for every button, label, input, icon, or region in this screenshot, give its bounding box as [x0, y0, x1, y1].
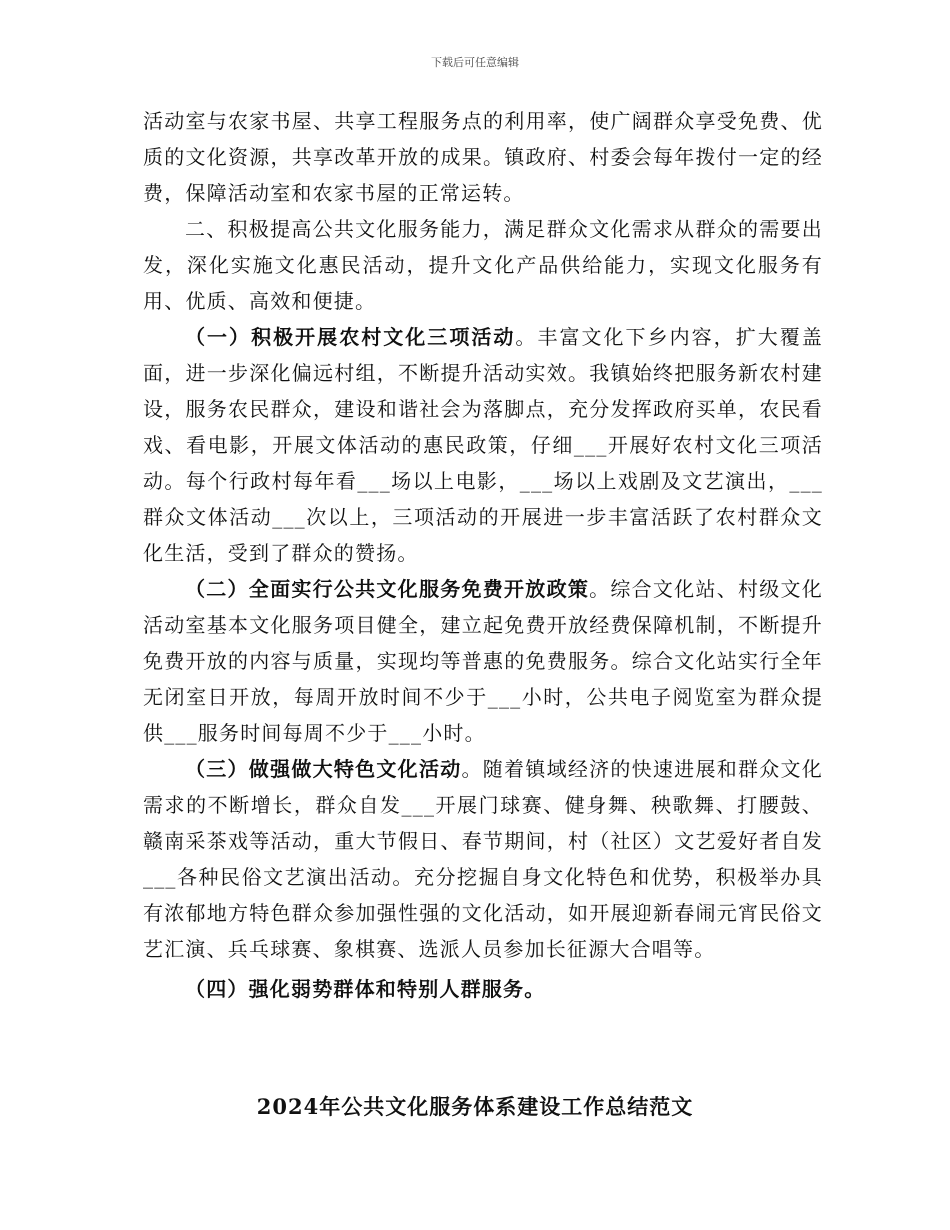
document-title: 2024年公共文化服务体系建设工作总结范文 [256, 1094, 694, 1119]
paragraph-5 [143, 751, 823, 967]
section-body-1: 。丰富文化下乡内容，扩大覆盖面，进一步深化偏远村组，不断提升活动实效。我镇始终把服务新农村建设，服务农民群众，建设和谐社会为落脚点，充分发挥政府买单，农民看戏、看电影，开展文体活动的惠民政策，仔细___开展好农村文化三项活动。每个行政村每年看___场以上电影，___场以上戏剧及文艺演出，___群众文体活动___次以上，三项活动的开展进一步丰富活跃了农村群众文化生活，受到了群众的赞扬。 [143, 325, 823, 565]
paragraph-2: 二、积极提高公共文化服务能力，满足群众文化需求从群众的需要出发，深化实施文化惠民活动，提升文化产品供给能力，实现文化服务有用、优质、高效和便捷。 [143, 217, 823, 313]
paragraph-1: 活动室与农家书屋、共享工程服务点的利用率，使广阔群众享受免费、优质的文化资源，共享改革开放的成果。镇政府、村委会每年拨付一定的经费，保障活动室和农家书屋的正常运转。 [143, 109, 823, 205]
section-body-2: 。综合文化站、村级文化活动室基本文化服务项目健全，建立起免费开放经费保障机制，不断提升免费开放的内容与质量，实现均等普惠的免费服务。综合文化站实行全年无闭室日开放，每周开放时间不少于___小时，公共电子阅览室为群众提供___服务时间每周不少于___小时。 [143, 577, 823, 745]
section-body-3: 。随着镇域经济的快速进展和群众文化需求的不断增长，群众自发___开展门球赛、健身舞、秧歌舞、打腰鼓、赣南采茶戏等活动，重大节假日、春节期间，村（社区）文艺爱好者自发___各种民俗文艺演出活动。充分挖掘自身文化特色和优势，积极举办具有浓郁地方特色群众参加强性强的文化活动，如开展迎新春闹元宵民俗文艺汇演、兵乓球赛、象棋赛、选派人员参加长征源大合唱等。 [143, 757, 823, 961]
section-heading-4: （四）强化弱势群体和特别人群服务。 [185, 977, 546, 1001]
paragraph-3 [143, 319, 823, 571]
document-body [143, 103, 823, 1007]
section-heading-2: （二）全面实行公共文化服务免费开放政策 [185, 577, 590, 601]
section-heading-3: （三）做强做大特色文化活动 [185, 757, 462, 781]
section-heading-1: （一）积极开展农村文化三项活动 [185, 325, 516, 349]
page-header: 下载后可任意编辑 [431, 56, 519, 69]
paragraph-4 [143, 571, 823, 751]
